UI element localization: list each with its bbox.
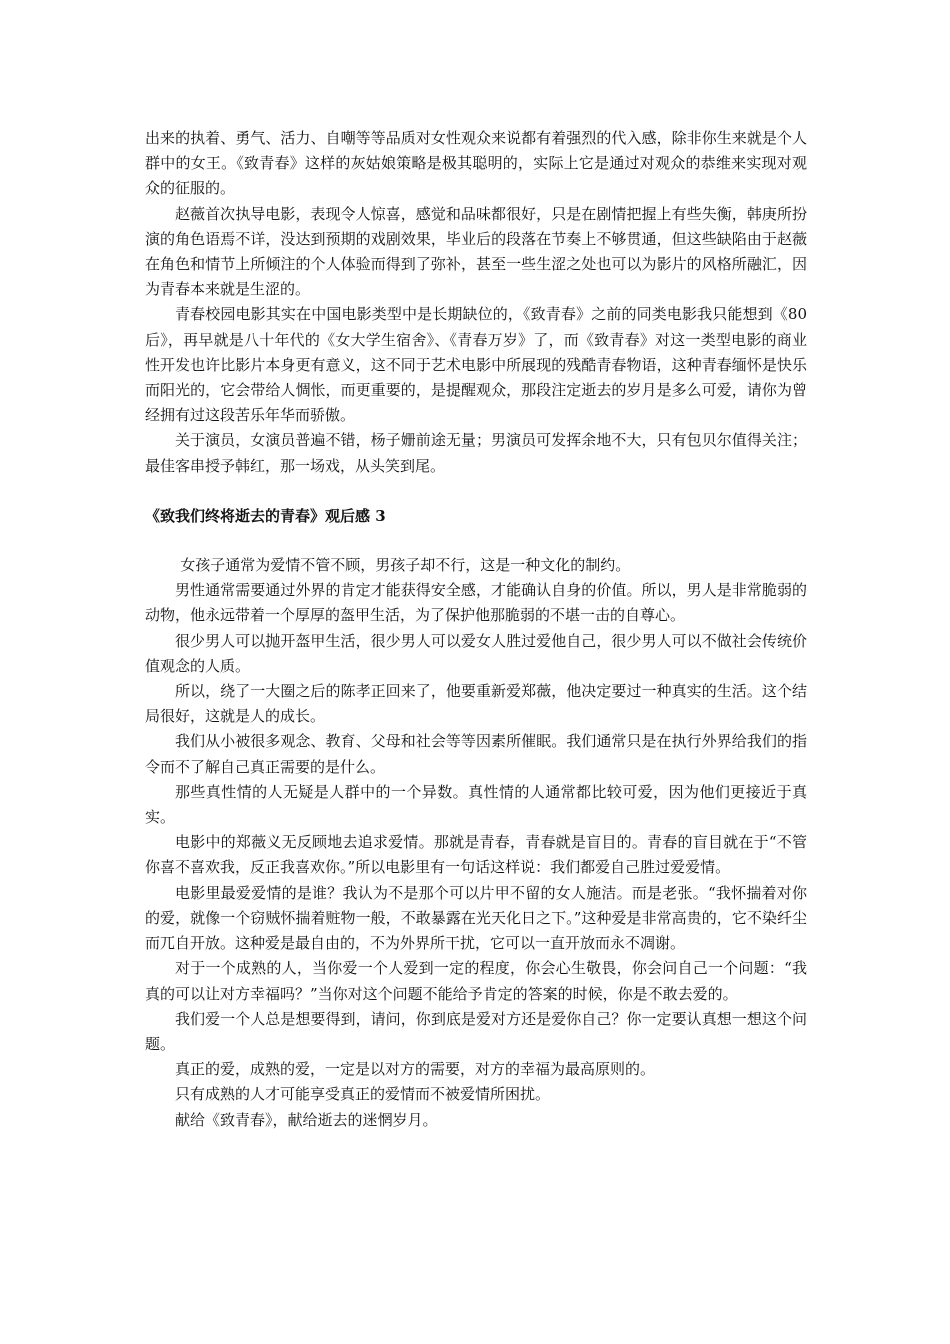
paragraph: 我们爱一个人总是想要得到，请问，你到底是爱对方还是爱你自己？你一定要认真想一想这个问题。 (145, 1009, 807, 1053)
paragraph: 青春校园电影其实在中国电影类型中是长期缺位的，《致青春》之前的同类电影我只能想到《80后》，再早就是八十年代的《女大学生宿舍》、《青春万岁》了，而《致青春》对这一类型电影的商业性开发也许比影片本身更有意义，这不同于艺术电影中所展现的残酷青春物语，这种青春缅怀是快乐而阳光的，它会带给人惆怅，而更重要的，是提醒观众，那段注定逝去的岁月是多么可爱，请你为曾经拥有过这段苦乐年华而骄傲。 (145, 305, 807, 425)
paragraph: 男性通常需要通过外界的肯定才能获得安全感，才能确认自身的价值。所以，男人是非常脆弱的动物，他永远带着一个厚厚的盔甲生活，为了保护他那脆弱的不堪一击的自尊心。 (145, 581, 807, 625)
paragraph: 关于演员，女演员普遍不错，杨子姗前途无量；男演员可发挥余地不大，只有包贝尔值得关注；最佳客串授予韩红，那一场戏，从头笑到尾。 (145, 431, 807, 475)
paragraph: 献给《致青春》，献给逝去的迷惘岁月。 (175, 1110, 438, 1129)
paragraph: 我们从小被很多观念、教育、父母和社会等等因素所催眠。我们通常只是在执行外界给我们的指令而不了解自己真正需要的是什么。 (145, 732, 807, 776)
paragraph: 对于一个成熟的人，当你爱一个人爱到一定的程度，你会心生敬畏，你会问自己一个问题：“我真的可以让对方幸福吗？”当你对这个问题不能给予肯定的答案的时候，你是不敢去爱的。 (145, 959, 807, 1003)
section-title: 《致我们终将逝去的青春》观后感 3 (145, 506, 386, 525)
paragraph: 很少男人可以抛开盔甲生活，很少男人可以爱女人胜过爱他自己，很少男人可以不做社会传统价值观念的人质。 (145, 631, 807, 675)
paragraph: 电影里最爱爱情的是谁？我认为不是那个可以片甲不留的女人施洁。而是老张。“我怀揣着对你的爱，就像一个窃贼怀揣着赃物一般，不敢暴露在光天化日之下。”这种爱是非常高贵的，它不染纤尘而兀自开放。这种爱是最自由的，不为外界所干扰，它可以一直开放而永不凋谢。 (145, 883, 807, 953)
paragraph: 那些真性情的人无疑是人群中的一个异数。真性情的人通常都比较可爱，因为他们更接近于真实。 (145, 782, 807, 827)
paragraph: 赵薇首次执导电影，表现令人惊喜，感觉和品味都很好，只是在剧情把握上有些失衡，韩庚所扮演的角色语焉不详，没达到预期的戏剧效果，毕业后的段落在节奏上不够贯通，但这些缺陷由于赵薇在角色和情节上所倾注的个人体验而得到了弥补，甚至一些生涩之处也可以为影片的风格所融汇，因为青春本来就是生涩的。 (145, 204, 807, 299)
paragraph: 所以，绕了一大圈之后的陈孝正回来了，他要重新爱郑薇，他决定要过一种真实的生活。这个结局很好，这就是人的成长。 (145, 682, 807, 726)
paragraph: 女孩子通常为爱情不管不顾，男孩子却不行，这是一种文化的制约。 (180, 556, 631, 575)
paragraph: 电影中的郑薇义无反顾地去追求爱情。那就是青春，青春就是盲目的。青春的盲目就在于“不管你喜不喜欢我，反正我喜欢你。”所以电影里有一句话这样说：我们都爱自己胜过爱爱情。 (145, 833, 807, 877)
paragraph: 真正的爱，成熟的爱，一定是以对方的需要，对方的幸福为最高原则的。 (175, 1060, 656, 1079)
document-body (145, 126, 807, 1133)
paragraph: 只有成熟的人才可能享受真正的爱情而不被爱情所困扰。 (175, 1085, 551, 1104)
paragraph: 出来的执着、勇气、活力、自嘲等等品质对女性观众来说都有着强烈的代入感，除非你生来就是个人群中的女王。《致青春》这样的灰姑娘策略是极其聪明的，实际上它是通过对观众的恭维来实现对观众的征服的。 (145, 129, 807, 198)
